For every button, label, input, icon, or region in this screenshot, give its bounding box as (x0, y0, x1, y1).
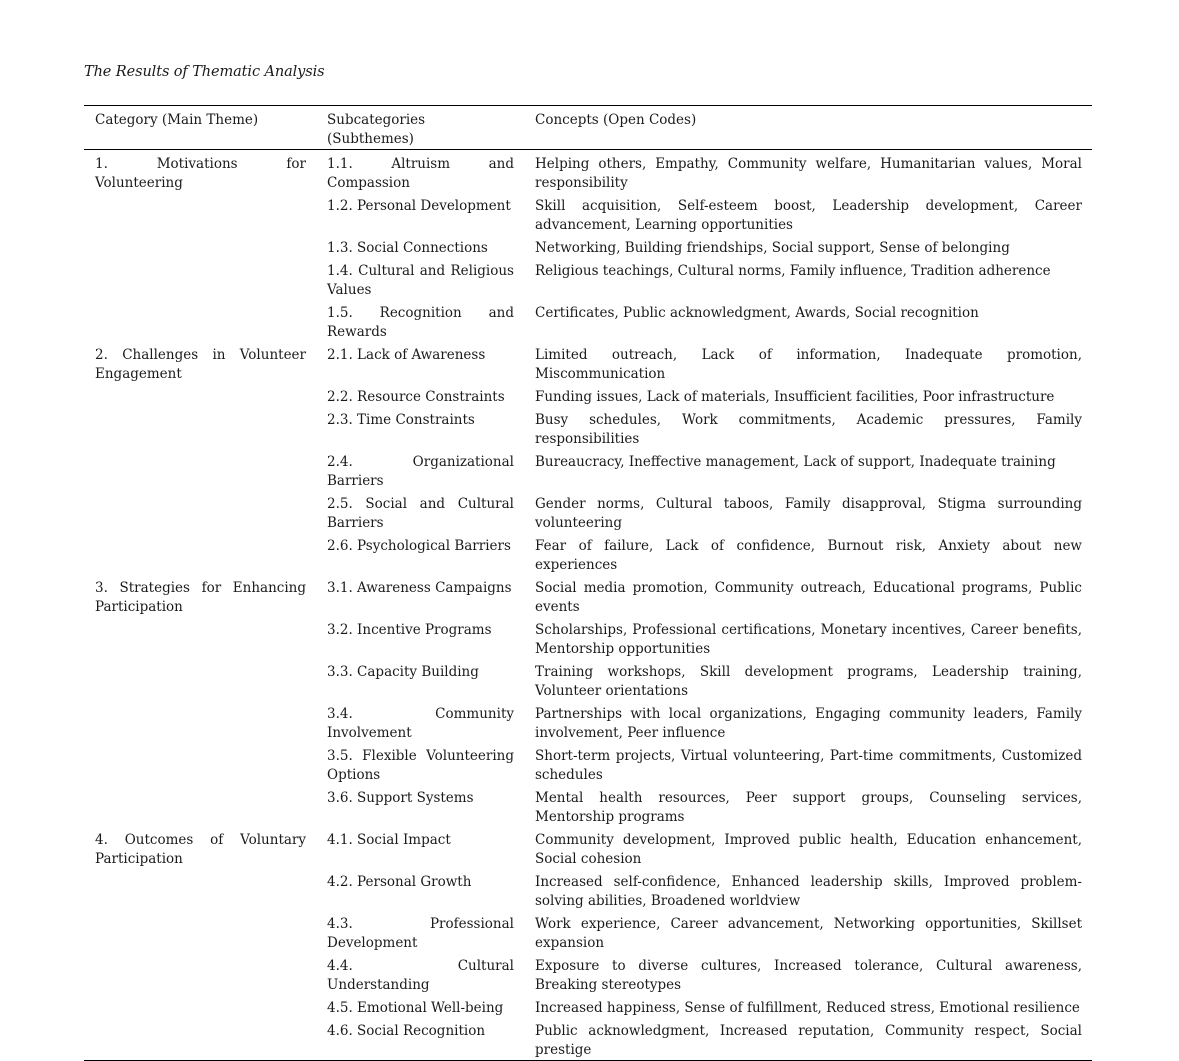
subcategory-cell: 3.3. Capacity Building (327, 664, 479, 680)
table-row (84, 745, 1092, 787)
table-row (84, 535, 1092, 577)
concepts-cell: Certificates, Public acknowledgment, Awards, Social recognition (535, 305, 979, 321)
subcategory-cell: 2.6. Psychological Barriers (327, 538, 511, 554)
table-row (84, 1020, 1092, 1061)
subcategory-cell: 2.3. Time Constraints (327, 412, 475, 428)
table-row (84, 955, 1092, 997)
table-row (84, 871, 1092, 913)
concepts-cell: Mental health resources, Peer support groups, Counseling services, Mentorship programs (535, 790, 1082, 825)
table-title: The Results of Thematic Analysis (84, 64, 325, 80)
table-row (84, 787, 1092, 829)
table-row (84, 619, 1092, 661)
category-cell (84, 997, 316, 1020)
subcategory-cell: 1.3. Social Connections (327, 240, 488, 256)
concepts-cell: Religious teachings, Cultural norms, Family influence, Tradition adherence (535, 263, 1051, 279)
table-body (84, 150, 1092, 1061)
concepts-cell: Short-term projects, Virtual volunteering, Part-time commitments, Customized schedules (535, 748, 1082, 783)
concepts-cell: Networking, Building friendships, Social support, Sense of belonging (535, 240, 1010, 256)
category-cell (84, 302, 316, 344)
category-cell (84, 451, 316, 493)
category-cell (84, 703, 316, 745)
concepts-cell: Funding issues, Lack of materials, Insufficient facilities, Poor infrastructure (535, 389, 1055, 405)
concepts-cell: Partnerships with local organizations, Engaging community leaders, Family involvement, Peer influence (535, 706, 1082, 741)
category-cell (84, 535, 316, 577)
table-row (84, 829, 1092, 871)
concepts-cell: Fear of failure, Lack of confidence, Burnout risk, Anxiety about new experiences (535, 538, 1082, 573)
concepts-cell: Skill acquisition, Self-esteem boost, Leadership development, Career advancement, Learning opportunities (535, 198, 1082, 233)
table-row (84, 703, 1092, 745)
subcategory-cell: 4.2. Personal Growth (327, 874, 472, 890)
category-cell (84, 237, 316, 260)
table-row (84, 237, 1092, 260)
thematic-analysis-table-container (84, 105, 1092, 1061)
category-cell: 2. Challenges in Volunteer Engagement (95, 347, 306, 382)
subcategory-cell: 3.6. Support Systems (327, 790, 474, 806)
table-row (84, 260, 1092, 302)
subcategory-cell: 4.4. Cultural Understanding (327, 958, 514, 993)
concepts-cell: Bureaucracy, Ineffective management, Lack of support, Inadequate training (535, 454, 1056, 470)
thematic-analysis-table (84, 105, 1092, 1061)
category-cell (84, 871, 316, 913)
subcategory-cell: 4.1. Social Impact (327, 832, 451, 848)
category-cell (84, 913, 316, 955)
concepts-cell: Exposure to diverse cultures, Increased tolerance, Cultural awareness, Breaking stereotypes (535, 958, 1082, 993)
concepts-cell: Busy schedules, Work commitments, Academic pressures, Family responsibilities (535, 412, 1082, 447)
subcategory-cell: 2.1. Lack of Awareness (327, 347, 486, 363)
table-header-row (84, 106, 1092, 150)
category-cell (84, 195, 316, 237)
subcategory-cell: 1.1. Altruism and Compassion (327, 156, 514, 191)
subcategory-cell: 1.2. Personal Development (327, 198, 511, 214)
subcategory-cell: 4.6. Social Recognition (327, 1023, 486, 1039)
header-concepts: Concepts (Open Codes) (535, 112, 697, 128)
concepts-cell: Increased happiness, Sense of fulfillment, Reduced stress, Emotional resilience (535, 1000, 1080, 1016)
subcategory-cell: 1.4. Cultural and Religious Values (327, 263, 514, 298)
category-cell (84, 409, 316, 451)
category-cell: 1. Motivations for Volunteering (95, 156, 306, 191)
subcategory-cell: 4.5. Emotional Well-being (327, 1000, 504, 1016)
table-row (84, 997, 1092, 1020)
table-row (84, 409, 1092, 451)
concepts-cell: Limited outreach, Lack of information, Inadequate promotion, Miscommunication (535, 347, 1082, 382)
concepts-cell: Increased self-confidence, Enhanced leadership skills, Improved problem-solving abilities, Broadened worldview (535, 874, 1082, 909)
subcategory-cell: 1.5. Recognition and Rewards (327, 305, 514, 340)
category-cell (84, 787, 316, 829)
header-subcategories: Subcategories (Subthemes) (327, 112, 426, 147)
concepts-cell: Gender norms, Cultural taboos, Family disapproval, Stigma surrounding volunteering (535, 496, 1082, 531)
category-cell (84, 955, 316, 997)
table-row (84, 302, 1092, 344)
concepts-cell: Training workshops, Skill development programs, Leadership training, Volunteer orientations (535, 664, 1082, 699)
concepts-cell: Public acknowledgment, Increased reputation, Community respect, Social prestige (535, 1023, 1082, 1058)
category-cell (84, 386, 316, 409)
category-cell (84, 493, 316, 535)
subcategory-cell: 3.5. Flexible Volunteering Options (327, 748, 514, 783)
table-row (84, 577, 1092, 619)
subcategory-cell: 2.4. Organizational Barriers (327, 454, 514, 489)
concepts-cell: Social media promotion, Community outreach, Educational programs, Public events (535, 580, 1082, 615)
category-cell (84, 260, 316, 302)
category-cell: 4. Outcomes of Voluntary Participation (95, 832, 306, 867)
table-row (84, 344, 1092, 386)
table-row (84, 386, 1092, 409)
subcategory-cell: 3.1. Awareness Campaigns (327, 580, 512, 596)
category-cell (84, 1020, 316, 1061)
subcategory-cell: 2.5. Social and Cultural Barriers (327, 496, 514, 531)
category-cell (84, 661, 316, 703)
category-cell (84, 745, 316, 787)
header-category: Category (Main Theme) (95, 112, 259, 128)
table-row (84, 913, 1092, 955)
table-row (84, 661, 1092, 703)
subcategory-cell: 3.2. Incentive Programs (327, 622, 492, 638)
subcategory-cell: 3.4. Community Involvement (327, 706, 514, 741)
concepts-cell: Scholarships, Professional certifications, Monetary incentives, Career benefits, Mentorship opportunities (535, 622, 1082, 657)
table-row (84, 195, 1092, 237)
concepts-cell: Work experience, Career advancement, Networking opportunities, Skillset expansion (535, 916, 1082, 951)
table-row (84, 493, 1092, 535)
table-row (84, 451, 1092, 493)
table-row (84, 150, 1092, 196)
subcategory-cell: 4.3. Professional Development (327, 916, 514, 951)
category-cell: 3. Strategies for Enhancing Participation (95, 580, 306, 615)
concepts-cell: Helping others, Empathy, Community welfare, Humanitarian values, Moral responsibility (535, 156, 1082, 191)
concepts-cell: Community development, Improved public health, Education enhancement, Social cohesion (535, 832, 1082, 867)
subcategory-cell: 2.2. Resource Constraints (327, 389, 505, 405)
category-cell (84, 619, 316, 661)
